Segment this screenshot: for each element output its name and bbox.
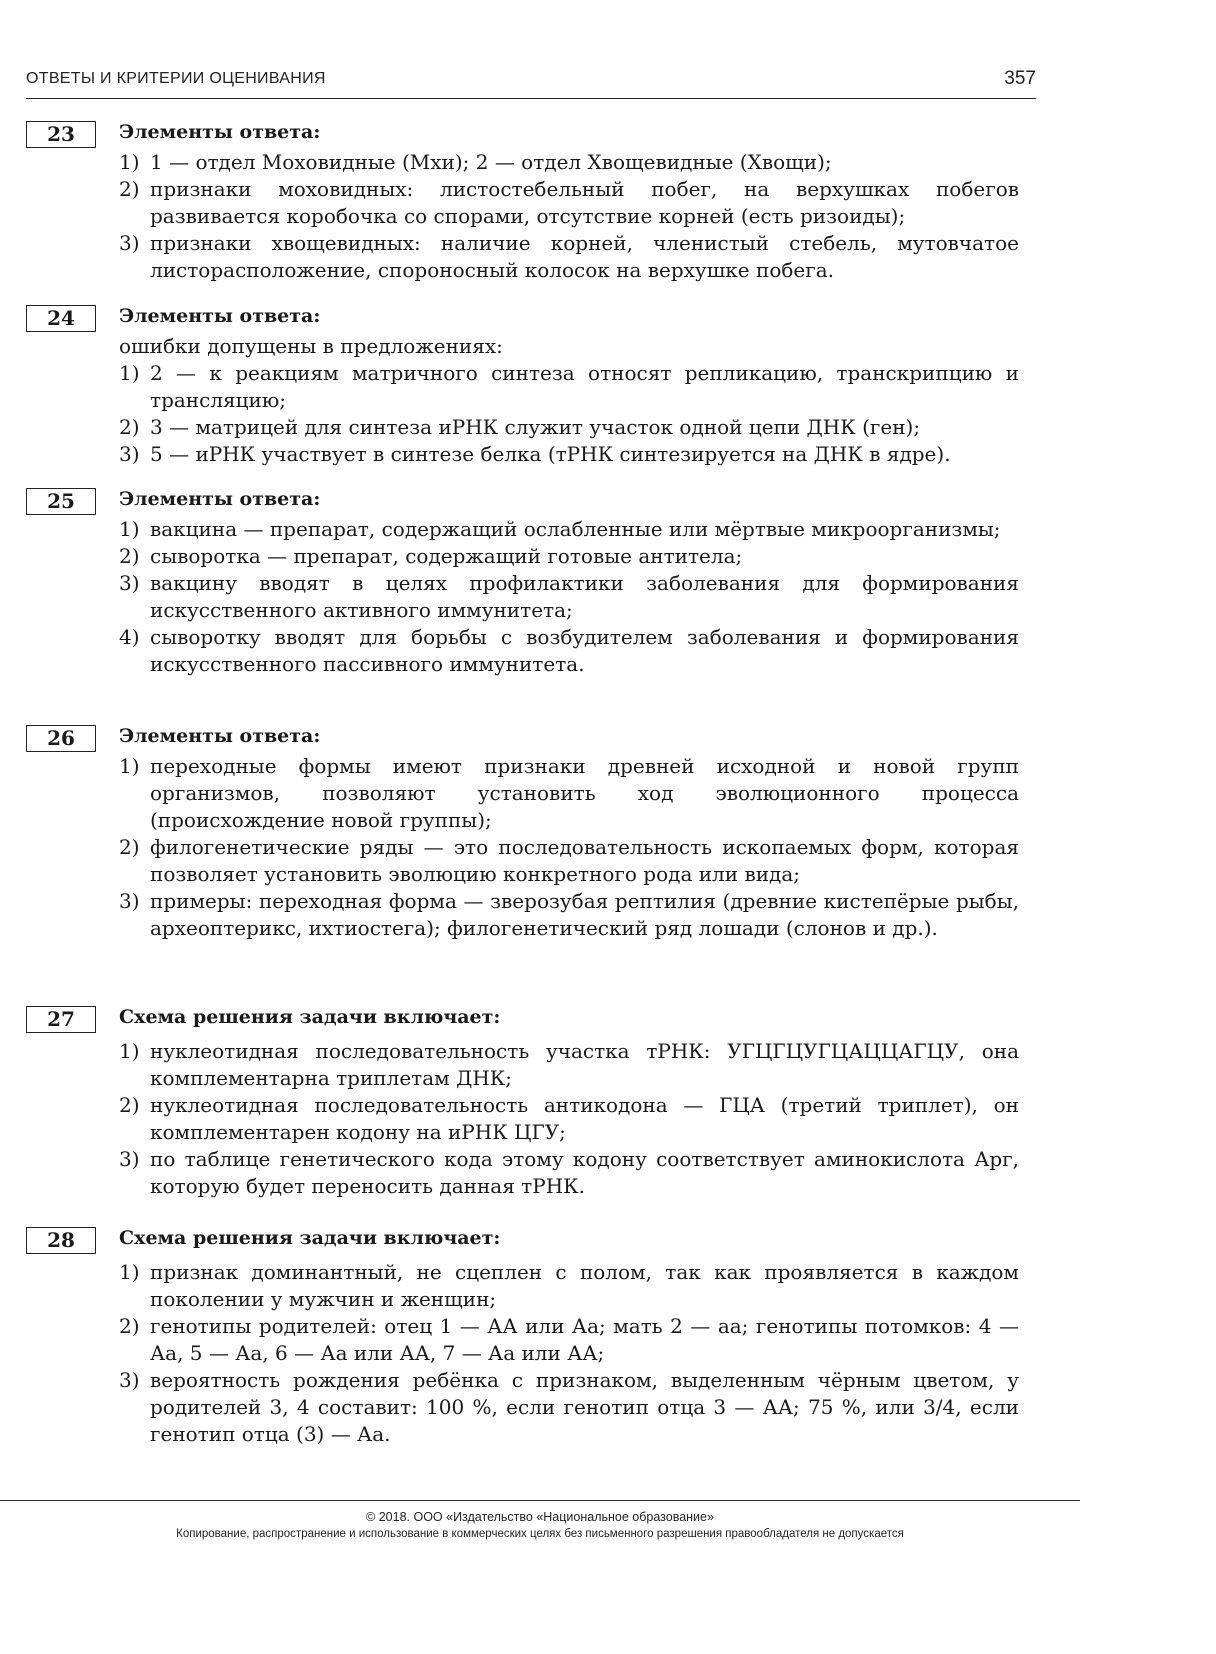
item-number: 2) [119, 415, 140, 439]
answer-item [119, 1313, 1019, 1367]
item-text: признаки хвощевидных: наличие корней, членистый стебель, мутовчатое листорасположение, спороносный колосок на верхушке побега. [150, 231, 1019, 282]
task-content [119, 303, 1019, 468]
task-intro: ошибки допущены в предложениях: [119, 334, 503, 358]
answer-item [119, 176, 1019, 230]
item-number: 2) [119, 1093, 140, 1117]
item-text: 5 — иРНК участвует в синтезе белка (тРНК синтезируется на ДНК в ядре). [150, 442, 951, 466]
task-number-box: 26 [26, 725, 96, 752]
footer-copyright: © 2018. ООО «Издательство «Национальное образование» [366, 1510, 714, 1524]
footer-notice: Копирование, распространение и использование в коммерческих целях без письменного разрешения правообладателя не допускается [176, 1528, 904, 1540]
task-content [119, 1004, 1019, 1200]
answer-item [119, 1146, 1019, 1200]
item-text: переходные формы имеют признаки древней исходной и новой групп организмов, позволяют установить ход эволюционного процесса (происхождение новой группы); [150, 754, 1019, 832]
item-number: 2) [119, 544, 140, 568]
task-content [119, 723, 1019, 942]
item-text: по таблице генетического кода этому кодону соответствует аминокислота Арг, которую будет переносить данная тРНК. [150, 1147, 1019, 1198]
task-content [119, 486, 1019, 678]
item-text: сыворотка — препарат, содержащий готовые антитела; [150, 544, 743, 568]
item-number: 2) [119, 835, 140, 859]
task-number-box: 23 [26, 121, 96, 148]
task-content [119, 119, 1019, 284]
running-title: ОТВЕТЫ И КРИТЕРИИ ОЦЕНИВАНИЯ [26, 70, 326, 87]
task-heading: Элементы ответа: [119, 725, 321, 747]
item-text: признак доминантный, не сцеплен с полом, так как проявляется в каждом поколении у мужчин и женщин; [150, 1260, 1019, 1311]
item-number: 1) [119, 361, 140, 385]
item-text: сыворотку вводят для борьбы с возбудителем заболевания и формирования искусственного пассивного иммунитета. [150, 625, 1019, 676]
answer-item [119, 1259, 1019, 1313]
item-text: нуклеотидная последовательность антикодона — ГЦА (третий триплет), он комплементарен кодону на иРНК ЦГУ; [150, 1093, 1019, 1144]
task-heading: Элементы ответа: [119, 121, 321, 143]
task-heading: Элементы ответа: [119, 305, 321, 327]
item-text: 1 — отдел Моховидные (Мхи); 2 — отдел Хвощевидные (Хвощи); [150, 150, 832, 174]
item-text: вероятность рождения ребёнка с признаком, выделенным чёрным цветом, у родителей 3, 4 составит: 100 %, если генотип отца 3 — АА; 75 %, или 3/4, если генотип отца (3) — Аа. [150, 1368, 1019, 1446]
item-text: вакцина — препарат, содержащий ослабленные или мёртвые микроорганизмы; [150, 517, 1001, 541]
answer-item [119, 230, 1019, 284]
task-heading: Элементы ответа: [119, 488, 321, 510]
item-text: 3 — матрицей для синтеза иРНК служит участок одной цепи ДНК (ген); [150, 415, 921, 439]
item-number: 1) [119, 1039, 140, 1063]
answer-item [119, 414, 1019, 441]
answer-item [119, 570, 1019, 624]
answer-item [119, 624, 1019, 678]
answer-item [119, 516, 1019, 543]
item-number: 1) [119, 1260, 140, 1284]
page-number: 357 [1004, 68, 1036, 89]
item-number: 3) [119, 571, 140, 595]
task-number-box: 27 [26, 1006, 96, 1033]
item-number: 1) [119, 517, 140, 541]
task-heading: Схема решения задачи включает: [119, 1006, 501, 1028]
item-text: нуклеотидная последовательность участка тРНК: УГЦГЦУГЦАЦЦАГЦУ, она комплементарна триплетам ДНК; [150, 1039, 1019, 1090]
item-text: филогенетические ряды — это последовательность ископаемых форм, которая позволяет установить эволюцию конкретного рода или вида; [150, 835, 1019, 886]
item-number: 1) [119, 754, 140, 778]
item-number: 2) [119, 1314, 140, 1338]
item-number: 2) [119, 177, 140, 201]
answer-item [119, 543, 1019, 570]
task-heading: Схема решения задачи включает: [119, 1227, 501, 1249]
item-text: 2 — к реакциям матричного синтеза относят репликацию, транскрипцию и трансляцию; [150, 361, 1019, 412]
answer-item [119, 1038, 1019, 1092]
page-header [26, 66, 1036, 99]
footer-divider [0, 1500, 1080, 1501]
item-number: 4) [119, 625, 140, 649]
task-number-box: 24 [26, 305, 96, 332]
task-number-box: 25 [26, 488, 96, 515]
task-content [119, 1225, 1019, 1448]
answer-item [119, 834, 1019, 888]
item-text: генотипы родителей: отец 1 — АА или Аа; мать 2 — аа; генотипы потомков: 4 — Аа, 5 — Аа, 6 — Аа или АА, 7 — Аа или АА; [150, 1314, 1019, 1365]
item-number: 3) [119, 231, 140, 255]
answer-item [119, 888, 1019, 942]
task-number-box: 28 [26, 1227, 96, 1254]
item-number: 3) [119, 1147, 140, 1171]
item-text: признаки моховидных: листостебельный побег, на верхушках побегов развивается коробочка со спорами, отсутствие корней (есть ризоиды); [150, 177, 1019, 228]
answer-item [119, 1367, 1019, 1448]
item-number: 3) [119, 1368, 140, 1392]
answer-item [119, 149, 1019, 176]
item-number: 3) [119, 442, 140, 466]
answer-item [119, 753, 1019, 834]
item-number: 3) [119, 889, 140, 913]
item-text: вакцину вводят в целях профилактики заболевания для формирования искусственного активного иммунитета; [150, 571, 1019, 622]
item-text: примеры: переходная форма — зверозубая рептилия (древние кистепёрые рыбы, археоптерикс, ихтиостега); филогенетический ряд лошади (слонов и др.). [150, 889, 1019, 940]
answer-item [119, 1092, 1019, 1146]
item-number: 1) [119, 150, 140, 174]
answer-item [119, 441, 1019, 468]
answer-item [119, 360, 1019, 414]
